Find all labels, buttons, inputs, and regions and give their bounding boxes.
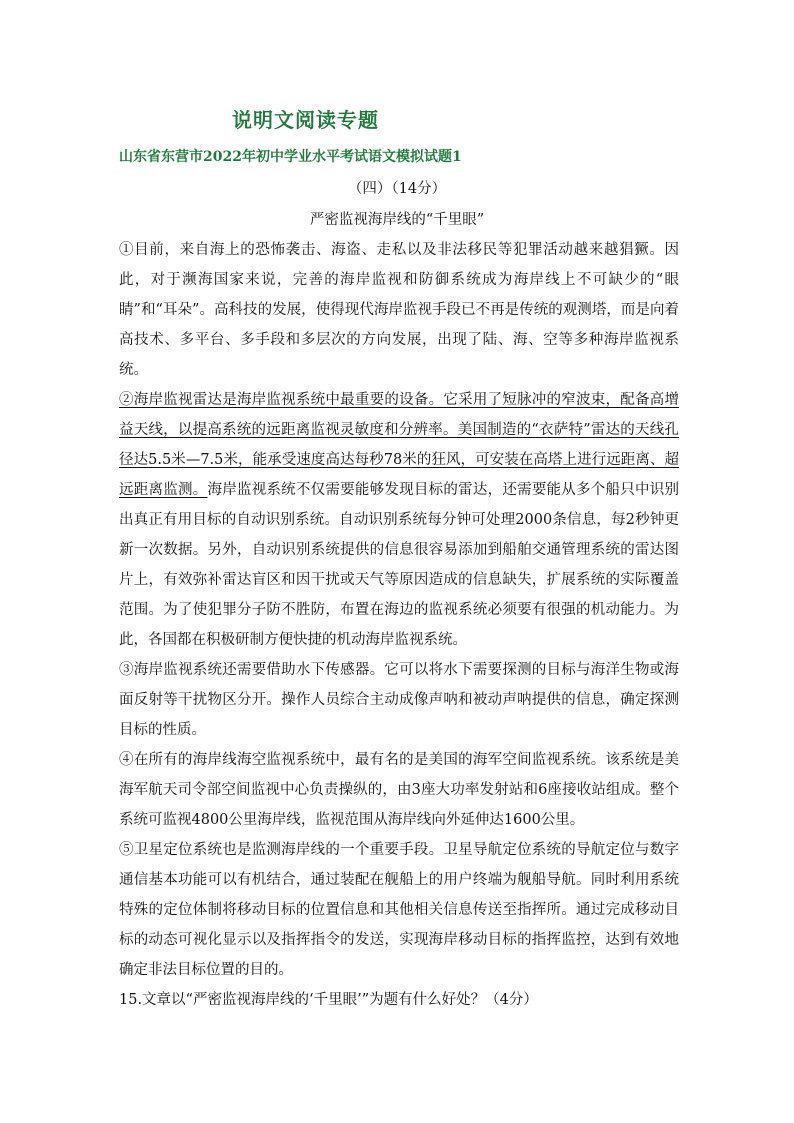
article-body <box>119 235 679 1015</box>
underlined-passage: ②海岸监视雷达是海岸监视系统中最重要的设备。它采用了短脉冲的窄波束，配备高增益天线，以提高系统的远距离监视灵敏度和分辨率。美国制造的“衣萨特”雷达的天线孔径达5.5米—7.5米，能承受速度高达每秒78米的狂风，可安装在高塔上进行远距离、超远距离监测。 <box>119 392 679 498</box>
section-number: （四）（14分） <box>347 181 447 197</box>
paragraph-5: ⑤卫星定位系统也是监测海岸线的一个重要手段。卫星导航定位系统的导航定位与数字通信基本功能可以有机结合，通过装配在舰船上的用户终端为舰船导航。同时利用系统特殊的定位体制将移动目标的位置信息和其他相关信息传送至指挥所。通过完成移动目标的动态可视化显示以及指挥指令的发送，实现海岸移动目标的指挥监控，达到有效地确定非法目标位置的目的。 <box>119 842 679 978</box>
source-line: 山东省东营市2022年初中学业水平考试语文模拟试题1 <box>119 149 462 165</box>
question-15: 15.文章以“严密监视海岸线的‘千里眼’”为题有什么好处？（4分） <box>119 992 538 1008</box>
paragraph-1: ①目前，来自海上的恐怖袭击、海盗、走私以及非法移民等犯罪活动越来越猖獗。因此，对于濒海国家来说，完善的海岸监视和防御系统成为海岸线上不可缺少的“眼睛”和“耳朵”。高科技的发展，使得现代海岸监视手段已不再是传统的观测塔，而是向着高技术、多平台、多手段和多层次的方向发展，出现了陆、海、空等多种海岸监视系统。 <box>119 242 679 378</box>
paragraph-2 <box>119 385 679 655</box>
paragraph-4: ④在所有的海岸线海空监视系统中，最有名的是美国的海军空间监视系统。该系统是美海军航天司令部空间监视中心负责操纵的，由3座大功率发射站和6座接收站组成。整个系统可监视4800公里海岸线，监视范围从海岸线向外延伸达1600公里。 <box>119 752 679 828</box>
paragraph-3: ③海岸监视系统还需要借助水下传感器。它可以将水下需要探测的目标与海洋生物或海面反射等干扰物区分开。操作人员综合主动成像声呐和被动声呐提供的信息，确定探测目标的性质。 <box>119 662 679 738</box>
article-title: 严密监视海岸线的“千里眼” <box>309 212 485 228</box>
paragraph-2-rest: 海岸监视系统不仅需要能够发现目标的雷达，还需要能从多个船只中识别出真正有用目标的自动识别系统。自动识别系统每分钟可处理2000条信息，每2秒钟更新一次数据。另外，自动识别系统提供的信息很容易添加到船舶交通管理系统的雷达图片上，有效弥补雷达盲区和因干扰或天气等原因造成的信息缺失，扩展系统的实际覆盖范围。为了使犯罪分子防不胜防，布置在海边的监视系统必须要有很强的机动能力。为此，各国都在积极研制方便快捷的机动海岸监视系统。 <box>119 482 680 648</box>
page-title: 说明文阅读专题 <box>232 108 379 132</box>
